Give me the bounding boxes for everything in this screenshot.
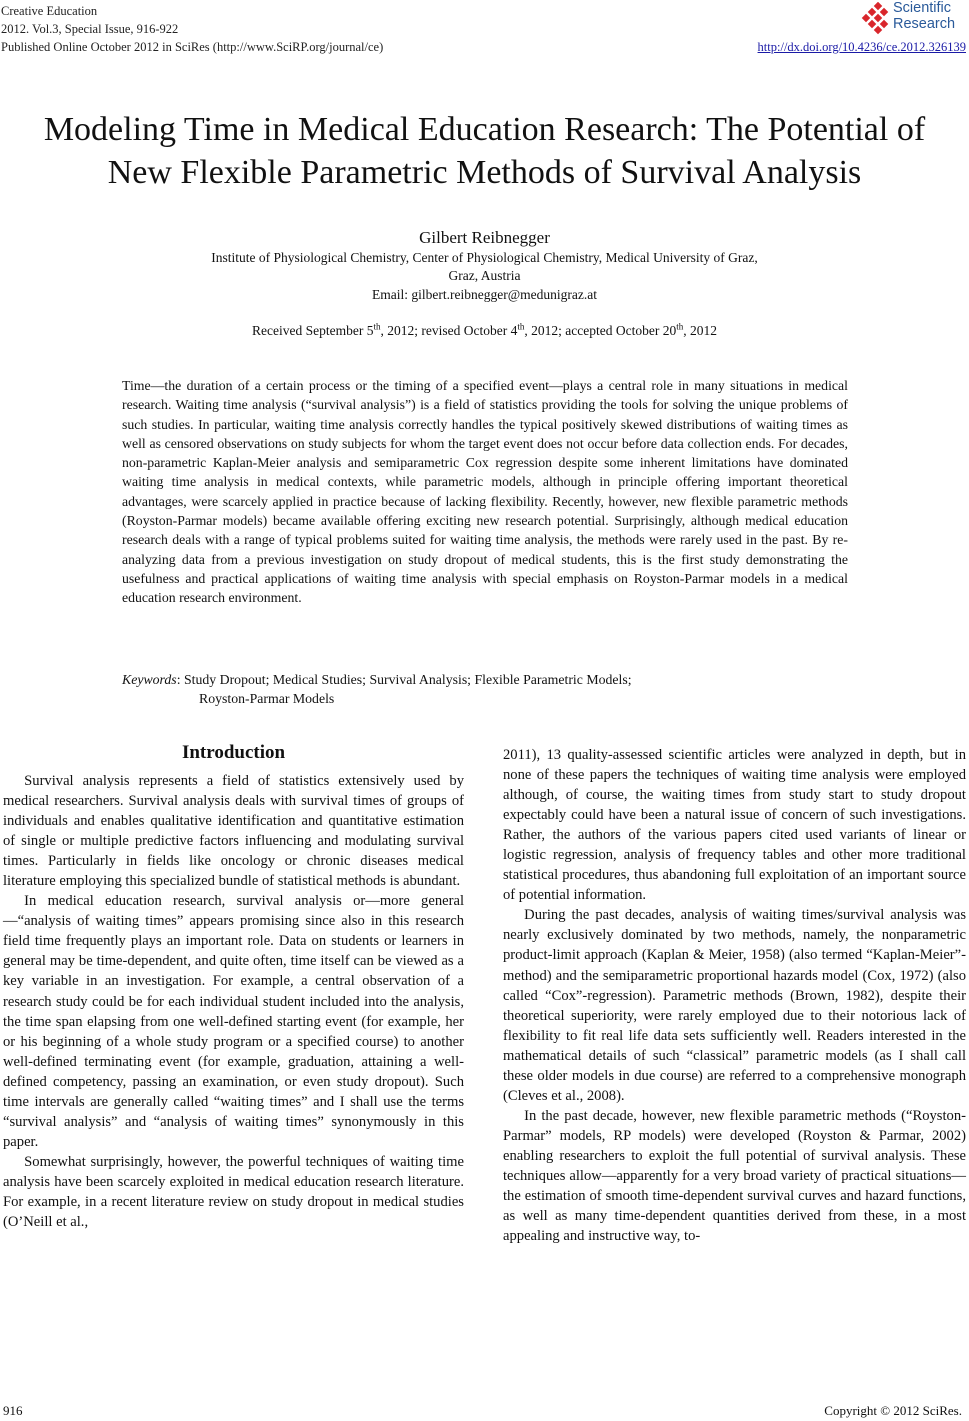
paragraph: In medical education research, survival analysis or—more general—“analysis of waiting times” appears promising since also in this research field time frequently plays an important role. Data on students or learners in general may be time-dependent, and quite often, time itself can be viewed as a key variable in an investigation. For example, a central observation of a research study could be for each individual student included into the analysis, the time span elapsing from one well-defined starting event (for example, her or his beginning of a whole study program or a specified course) to another well-defined terminating event (for example, graduation, attaining a well-defined competency, passing an examination, or even study dropout). Such time intervals are generally called “waiting times” and I shall use the terms “survival analysis” and “analysis of waiting times” synonymously in this paper. [3, 893, 464, 1150]
paragraph: 2011), 13 quality-assessed scientific articles were analyzed in depth, but in none of these papers the techniques of waiting time analysis were employed although, of course, the waiting times from study start to study dropout expectably could have been a natural issue of concern of such investigations. Rather, the authors of the various papers cited used variants of linear or logistic regression, analysis of frequency tables and other more traditional statistical procedures, thus abandoning full exploitation of an important source of potential information. [503, 747, 966, 904]
logo-line-1: Scientific [893, 0, 952, 16]
keywords-label: Keywords [122, 672, 177, 687]
journal-name: Creative Education [1, 4, 98, 18]
logo-line-2: Research [893, 16, 956, 32]
keywords-list-1: : Study Dropout; Medical Studies; Survival Analysis; Flexible Parametric Models; [176, 672, 632, 687]
author-location: Graz, Austria [448, 268, 521, 283]
page-number: 916 [3, 1403, 23, 1418]
keywords-list-2: Royston-Parmar Models [199, 691, 335, 707]
right-column [503, 745, 966, 1246]
copyright: Copyright © 2012 SciRes. [824, 1403, 962, 1418]
keywords [122, 670, 848, 709]
scientific-research-logo [861, 0, 961, 40]
section-heading: Introduction [181, 742, 286, 763]
paragraph: In the past decade, however, new flexible parametric methods (“Royston-Parmar” models, RP models) were developed (Royston & Parmar, 2002) enabling researchers to exploit the full potential of survival analysis. These techniques allow—apparently for a very broad variety of practical situations—the estimation of smooth time-dependent survival curves and hazard functions, as well as many time-dependent quantities derived from these, in a most appealing and instructive way, to- [503, 1107, 966, 1245]
paragraph: During the past decades, analysis of waiting times/survival analysis was nearly exclusively dominated by two methods, namely, the nonparametric product-limit approach (Kaplan & Meier, 1958) (also termed “Kaplan-Meier”-method) and the semiparametric proportional hazards model (Cox, 1972) (also called “Cox”-regression). Parametric methods (Brown, 1982), despite their theoretical superiority, were rarely employed due to their notorious lack of flexibility to fit real life data sets sufficiently well. Readers interested in the mathematical details of such “classical” parametric models (as I shall call these older models in due course) are referred to a comprehensive monograph (Cleves et al., 2008). [503, 907, 966, 1104]
left-column [3, 740, 464, 1232]
publication-note: Published Online October 2012 in SciRes (http://www.SciRP.org/journal/ce) [1, 40, 384, 54]
paragraph: Somewhat surprisingly, however, the powerful techniques of waiting time analysis have been scarcely exploited in medical education research literature. For example, in a recent literature review on study dropout in medical studies (O’Neill et al., [3, 1153, 464, 1231]
logo-diamond-icon [861, 2, 893, 38]
doi-link[interactable]: http://dx.doi.org/10.4236/ce.2012.326139 [757, 40, 966, 54]
paper-title-line-1: Modeling Time in Medical Education Research: The Potential of [43, 111, 926, 148]
paper-title-line-2: New Flexible Parametric Methods of Survival Analysis [107, 154, 862, 191]
abstract: Time—the duration of a certain process or the timing of a specified event—plays a central role in many situations in medical research. Waiting time analysis (“survival analysis”) is a field of statistics providing the tools for solving the unique problems of such studies. In particular, waiting time analysis correctly handles the typical positively skewed distributions of waiting times as well as censored observations on study subjects for whom the target event does not occur before data collection ends. For decades, non-parametric Kaplan-Meier analysis and semiparametric Cox regression despite some inherent limitations have dominated waiting time analysis in medical contexts, while parametric models, although in principle offering important theoretical advantages, were scarcely applied in practice because of lacking flexibility. Recently, however, new flexible parametric methods (Royston-Parmar models) became available offering exciting new research potential. Surprisingly, although medical education research deals with a range of typical problems suited for waiting time analysis, the methods were rarely used in the past. By re-analyzing data from a previous investigation on study dropout of medical students, this is the first study demonstrating the usefulness and practical applications of waiting time analysis with special emphasis on Royston-Parmar models in a medical education research environment. [122, 378, 848, 606]
author-affiliation: Institute of Physiological Chemistry, Center of Physiological Chemistry, Medical University of Graz, [211, 250, 758, 265]
received-dates: Received September 5th, 2012; revised October 4th, 2012; accepted October 20th, 2012 [252, 321, 717, 338]
journal-issue: 2012. Vol.3, Special Issue, 916-922 [1, 22, 179, 36]
author-email: Email: gilbert.reibnegger@medunigraz.at [372, 287, 597, 302]
author-name: Gilbert Reibnegger [419, 228, 550, 247]
paragraph: Survival analysis represents a field of statistics extensively used by medical researchers. Survival analysis deals with survival times of groups of individuals and enables qualitative identification and quantitative estimation of single or multiple predictive factors influencing and modulating survival times. Particularly in fields like oncology or chronic diseases medical literature employing this specialized bundle of statistical methods is abundant. [3, 773, 464, 890]
